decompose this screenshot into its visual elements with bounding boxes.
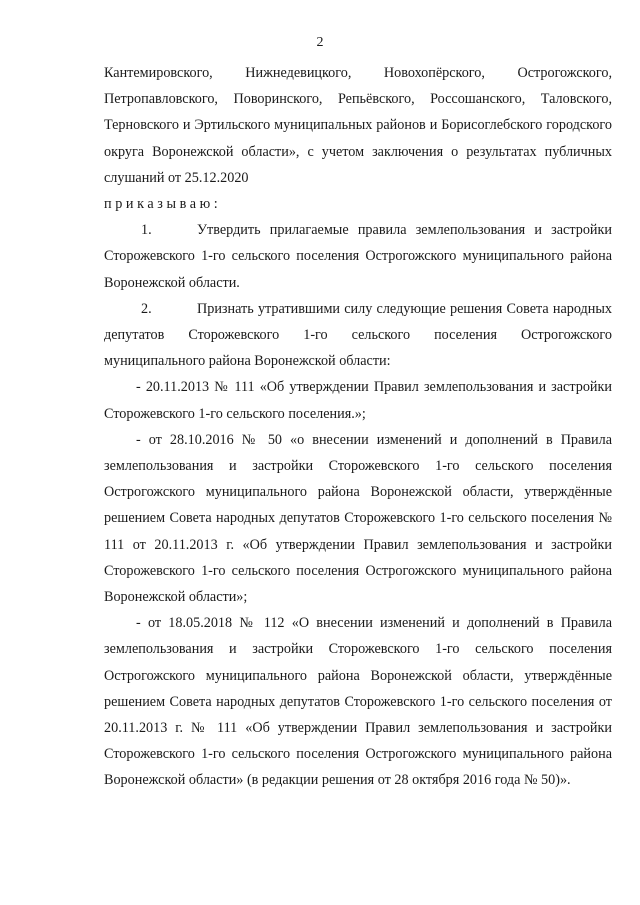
repealed-decision-1: - 20.11.2013 № 111 «Об утверждении Правил землепользования и застройки Сторожевского 1-го сельского поселения.»;	[104, 379, 612, 422]
order-word: приказываю:	[104, 196, 222, 213]
repealed-decision-2: - от 28.10.2016 № 50 «о внесении изменений и дополнений в Правила землепользования и застройки Сторожевского 1-го сельского поселения Острогожского муниципального района Воронежской области, утверждённые решением Совета народных депутатов Сторожевского 1-го сельского поселения № 111 от 20.11.2013 г. «Об утверждении Правил землепользования и застройки Сторожевского 1-го сельского поселения Острогожского муниципального района Воронежской области»;	[104, 431, 612, 606]
item-2-number: 2.	[141, 300, 152, 317]
item-2-text: Признать утратившими силу следующие решения Совета народных депутатов Сторожевского 1-го сельского поселения Острогожского муниципального района Воронежской области:	[104, 300, 612, 370]
page-number: 2	[316, 35, 324, 50]
intro-paragraph: Кантемировского, Нижнедевицкого, Новохопёрского, Острогожского, Петропавловского, Поворинского, Репьёвского, Россошанского, Таловского, Терновского и Эртильского муниципальных районов и Борисоглебского городского округа Воронежской области», с учетом заключения о результатах публичных слушаний от 25.12.2020	[104, 65, 612, 186]
item-2-paragraph	[104, 296, 612, 375]
item-1-number: 1.	[141, 222, 152, 239]
document-body	[104, 60, 612, 794]
item-1-paragraph	[104, 217, 612, 296]
repealed-decision-3: - от 18.05.2018 № 112 «О внесении изменений и дополнений в Правила землепользования и застройки Сторожевского 1-го сельского поселения Острогожского муниципального района Воронежской области, утверждённые решением Совета народных депутатов Сторожевского 1-го сельского поселения от 20.11.2013 г. № 111 «Об утверждении Правил землепользования и застройки Сторожевского 1-го сельского поселения Острогожского муниципального района Воронежской области» (в редакции решения от 28 октября 2016 года № 50)».	[104, 615, 612, 789]
item-1-text: Утвердить прилагаемые правила землепользования и застройки Сторожевского 1-го сельского поселения Острогожского муниципального района Воронежской области.	[104, 222, 612, 291]
